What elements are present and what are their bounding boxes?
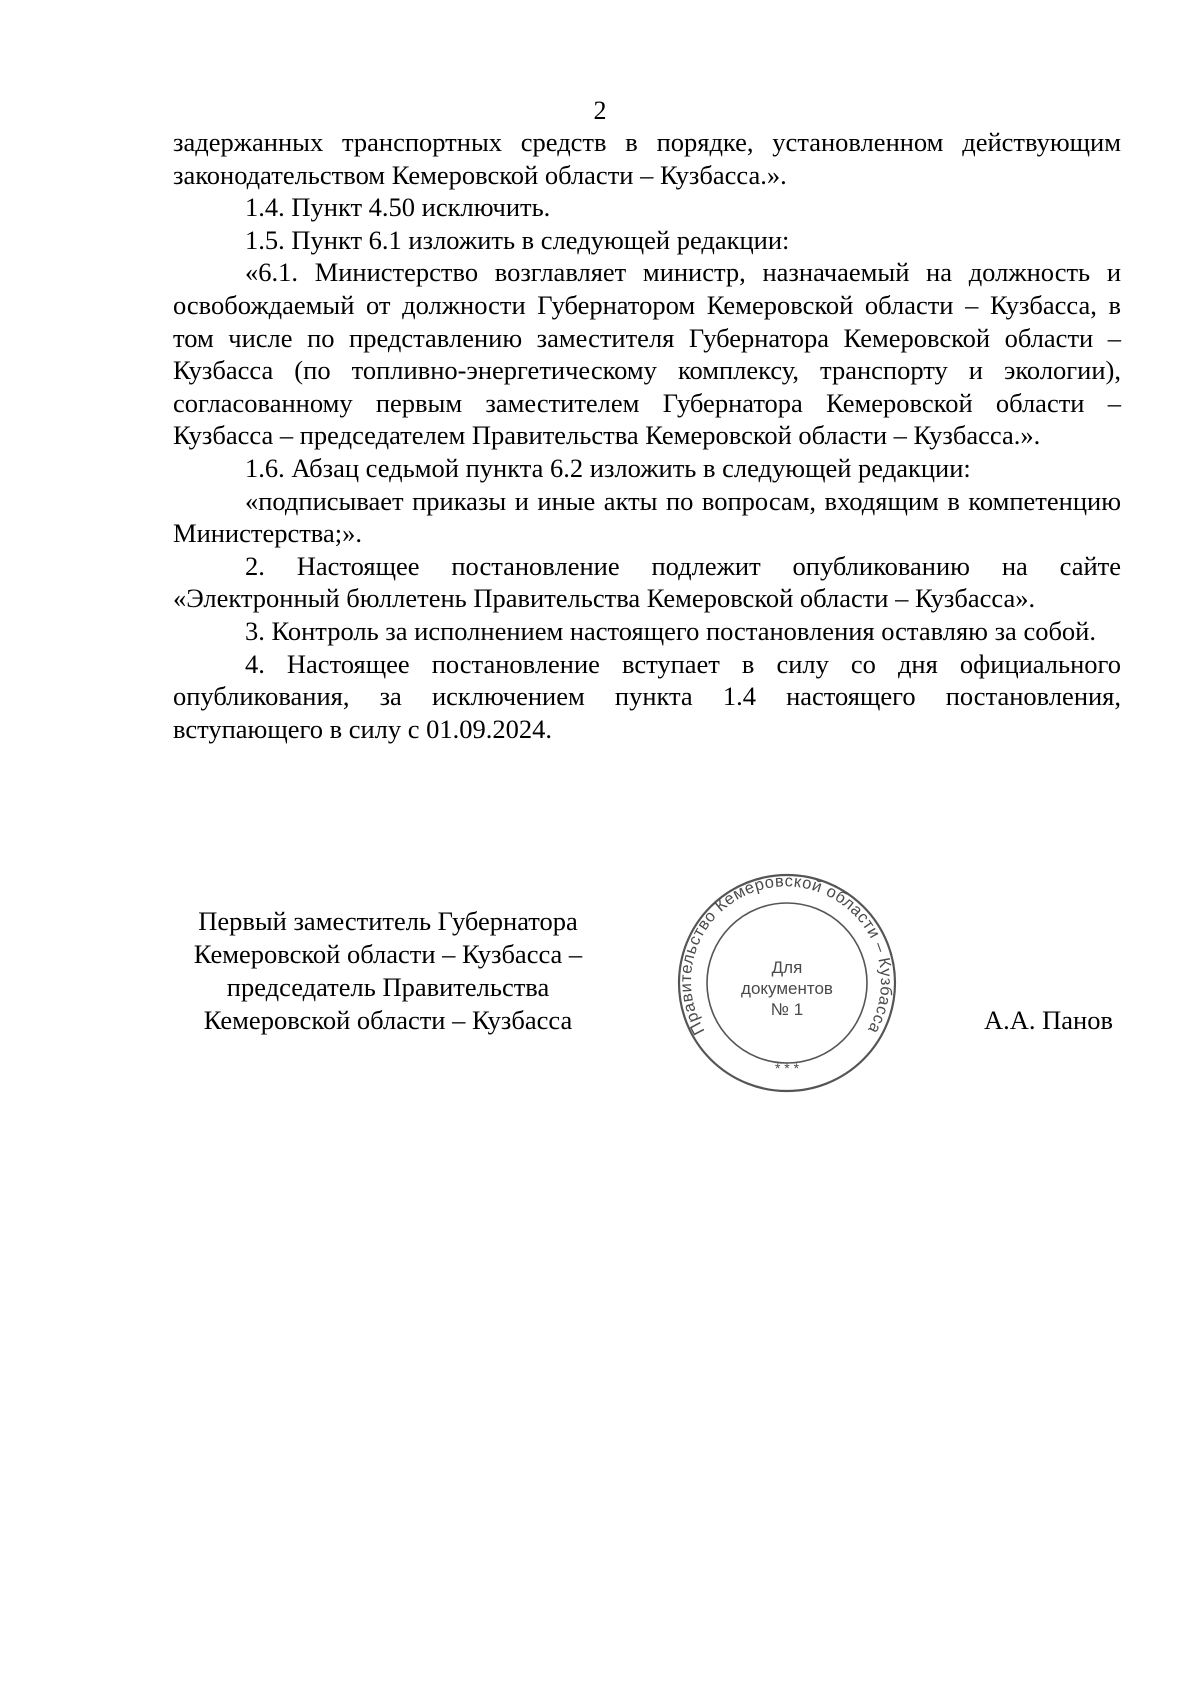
stamp-stars: * * * [774,1060,800,1076]
paragraph-1-4: 1.4. Пункт 4.50 исключить. [245,192,551,223]
official-stamp [672,868,902,1098]
page-number: 2 [593,96,607,125]
paragraph-1-5: 1.5. Пункт 6.1 изложить в следующей редакции: [245,224,790,255]
paragraph-3: 3. Контроль за исполнением настоящего постановления оставляю за собой. [245,615,1096,646]
paragraph-continuation: задержанных транспортных средств в порядке, установленном действующим законодательством Кемеровской области – Кузбасса.». [173,127,1121,190]
paragraph-6-1-quote: «6.1. Министерство возглавляет министр, назначаемый на должность и освобождаемый от должности Губернатором Кемеровской области – Кузбасса, в том числе по представлению заместителя Губернатора Кемеровской области – Кузбасса (по топливно-энергетическому комплексу, транспорту и экологии), согласованному первым заместителем Губернатора Кемеровской области – Кузбасса – председателем Правительства Кемеровской области – Кузбасса.». [173,257,1121,451]
signatory-position-line: Первый заместитель Губернатора [198,906,578,936]
stamp-seal [672,868,902,1098]
signatory-name: А.А. Панов [984,1005,1113,1035]
stamp-center-line: документов [741,979,833,998]
paragraph-4: 4. Настоящее постановление вступает в силу со дня официального опубликования, за исключением пункта 1.4 настоящего постановления, вступающего в силу с 01.09.2024. [173,648,1121,744]
signatory-position-line: Кемеровской области – Кузбасса – [193,939,583,969]
stamp-center-line: № 1 [770,1000,804,1019]
stamp-center-line: Для [771,958,803,977]
paragraph-1-6: 1.6. Абзац седьмой пункта 6.2 изложить в следующей редакции: [245,452,971,483]
signatory-position [172,905,604,1037]
stamp-ring-text: Правительство Кемеровской области – Кузбасса [676,872,896,1038]
signatory-position-line: председатель Правительства [226,972,550,1002]
signatory-position-line: Кемеровской области – Кузбасса [203,1005,573,1035]
paragraph-6-2-quote: «подписывает приказы и иные акты по вопросам, входящим в компетенцию Министерства;». [173,485,1121,549]
document-body [173,126,1121,745]
paragraph-2: 2. Настоящее постановление подлежит опубликованию на сайте «Электронный бюллетень Правительства Кемеровской области – Кузбасса». [173,550,1121,614]
